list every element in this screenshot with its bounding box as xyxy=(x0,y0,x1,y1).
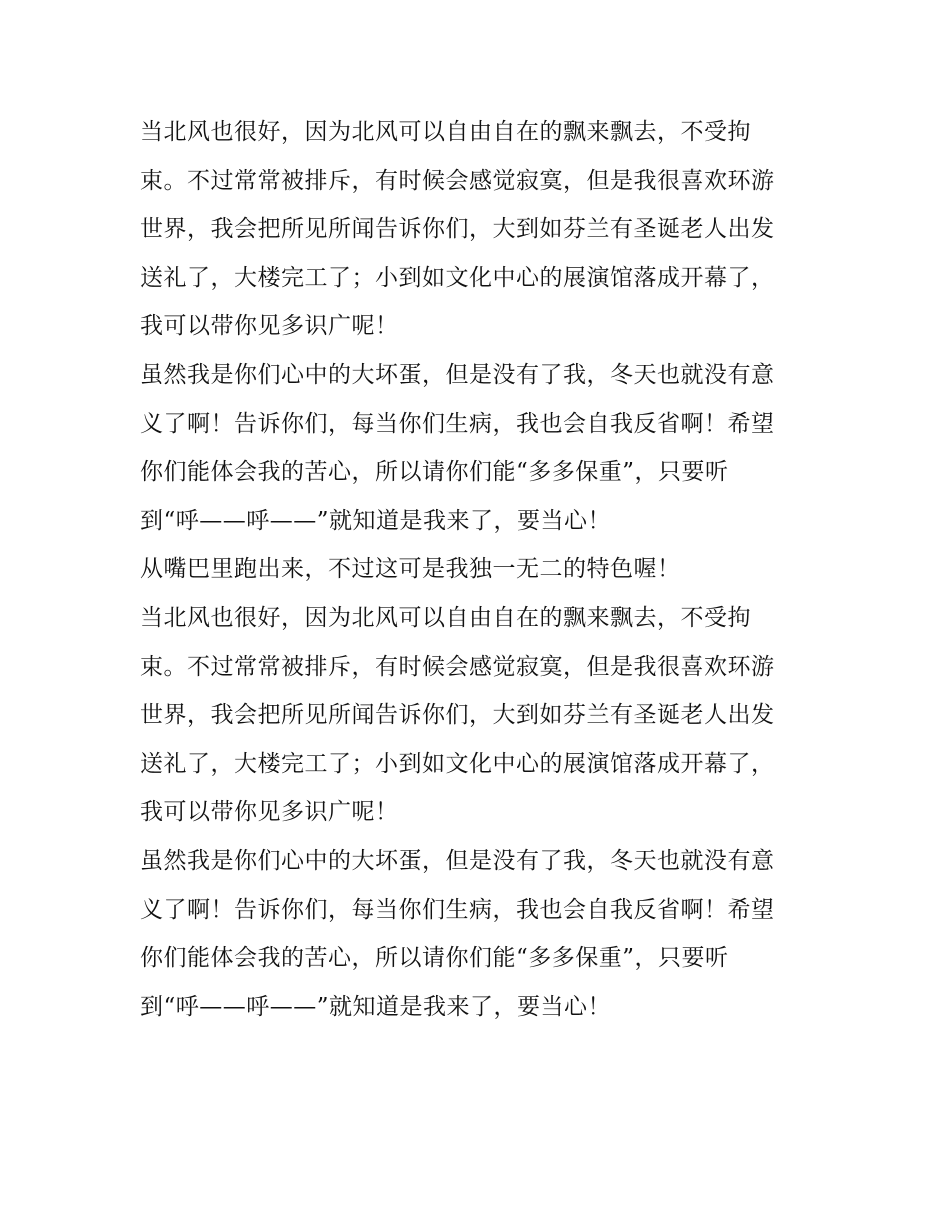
text-line: 虽然我是你们心中的大坏蛋，但是没有了我，冬天也就没有意 xyxy=(140,847,775,874)
text-line: 送礼了，大楼完工了；小到如文化中心的展演馆落成开幕了， xyxy=(140,750,775,777)
text-line: 从嘴巴里跑出来，不过这可是我独一无二的特色喔！ xyxy=(140,556,681,583)
text-line: 到“呼——呼——”就知道是我来了，要当心！ xyxy=(140,507,612,534)
text-line: 到“呼——呼——”就知道是我来了，要当心！ xyxy=(140,993,612,1020)
text-line: 你们能体会我的苦心，所以请你们能“多多保重”，只要听 xyxy=(140,459,729,486)
text-line: 世界，我会把所见所闻告诉你们，大到如芬兰有圣诞老人出发 xyxy=(140,702,775,729)
text-line: 束。不过常常被排斥，有时候会感觉寂寞，但是我很喜欢环游 xyxy=(140,653,775,680)
text-line: 当北风也很好，因为北风可以自由自在的飘来飘去，不受拘 xyxy=(140,604,751,631)
text-line: 你们能体会我的苦心，所以请你们能“多多保重”，只要听 xyxy=(140,945,729,972)
text-line: 当北风也很好，因为北风可以自由自在的飘来飘去，不受拘 xyxy=(140,119,751,145)
text-line: 义了啊！告诉你们，每当你们生病，我也会自我反省啊！希望 xyxy=(140,410,775,437)
text-line: 束。不过常常被排斥，有时候会感觉寂寞，但是我很喜欢环游 xyxy=(140,167,775,194)
text-line: 世界，我会把所见所闻告诉你们，大到如芬兰有圣诞老人出发 xyxy=(140,216,775,243)
text-line: 虽然我是你们心中的大坏蛋，但是没有了我，冬天也就没有意 xyxy=(140,361,775,388)
text-line: 送礼了，大楼完工了；小到如文化中心的展演馆落成开幕了， xyxy=(140,264,775,291)
text-line: 我可以带你见多识广呢！ xyxy=(140,799,399,826)
text-line: 我可以带你见多识广呢！ xyxy=(140,313,399,340)
text-line: 义了啊！告诉你们，每当你们生病，我也会自我反省啊！希望 xyxy=(140,896,775,923)
document-body xyxy=(140,108,830,1031)
